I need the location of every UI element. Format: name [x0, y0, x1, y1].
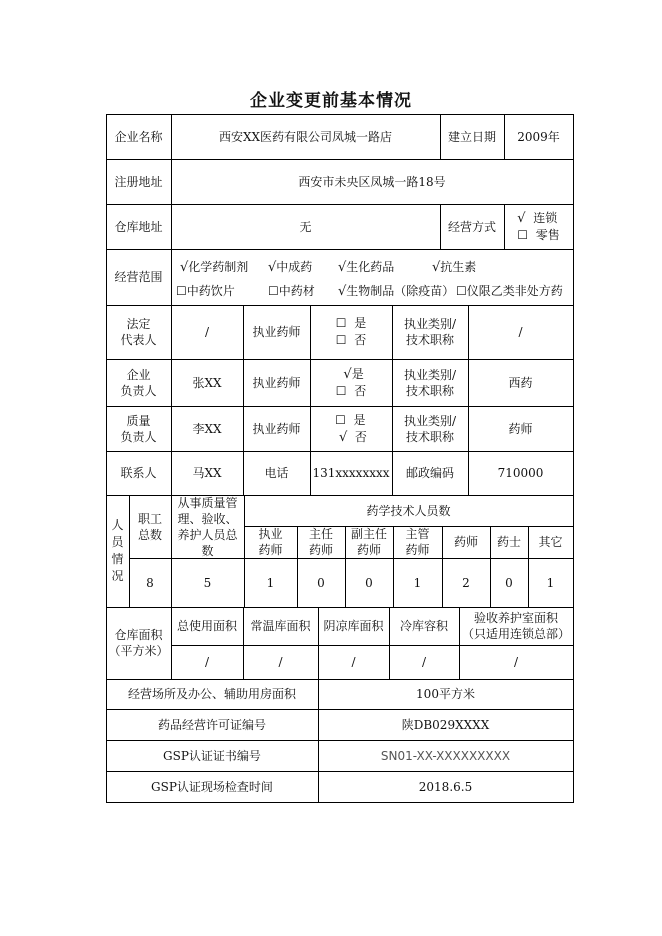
office-area-label: 经营场所及办公、辅助用房面积 — [127, 687, 296, 701]
enterprise-name-label: 企业名称 — [114, 129, 163, 144]
tech-staff-label: 药学技术人员数 — [366, 503, 451, 518]
manager-pharmacist-choice: √是 ☐ 否 — [335, 366, 367, 398]
manager-category-label: 执业类别/ 技术职称 — [403, 367, 457, 398]
staff-value: 0 — [365, 575, 373, 590]
scope-item: 抗生素 — [440, 260, 477, 274]
quality-pharmacist-label: 执业药师 — [252, 421, 301, 436]
enterprise-name: 西安XX医药有限公司凤城一路店 — [218, 129, 393, 144]
contact-label: 联系人 — [120, 466, 157, 480]
storage-header: 冷库容积 — [399, 619, 448, 633]
staff-value: 1 — [546, 575, 555, 590]
check-mark-icon: √ — [343, 366, 352, 382]
quality-manager-name: 李XX — [192, 421, 222, 436]
col-assistant-pharmacist: 药士 — [496, 535, 521, 549]
gsp-inspection-date: 2018.6.5 — [418, 779, 473, 794]
quality-pharmacist-choice: ☐ 是 √ 否 — [335, 412, 367, 445]
check-mark-icon: √ — [338, 260, 347, 275]
staff-value: 0 — [317, 575, 325, 590]
col-supervisor-pharmacist: 主管 药师 — [405, 527, 430, 557]
checkbox-icon: ☐ — [268, 284, 279, 298]
mode-chain: 连锁 — [533, 210, 558, 225]
checkbox-icon: ☐ — [335, 412, 346, 427]
office-area-value: 100平方米 — [416, 687, 475, 701]
establish-date: 2009年 — [517, 129, 560, 144]
staff-section-label: 人 员 情 况 — [111, 518, 124, 583]
legal-rep-pharmacist-choice: ☐ 是 ☐ 否 — [335, 316, 367, 347]
quality-category: 药师 — [508, 421, 533, 436]
establish-date-label: 建立日期 — [447, 129, 496, 144]
legal-rep-name: / — [204, 325, 210, 339]
warehouse-address: 无 — [299, 219, 312, 234]
col-chief-pharmacist: 主任 药师 — [308, 527, 333, 557]
legal-rep-pharmacist-label: 执业药师 — [252, 325, 301, 339]
checkbox-icon: ☐ — [335, 383, 347, 398]
staff-value: 2 — [462, 575, 470, 590]
scope-item: 中药饮片 — [186, 284, 235, 298]
quality-manager-label: 质量 负责人 — [120, 413, 157, 444]
gsp-cert-number: SN01-XX-XXXXXXXXX — [380, 748, 511, 763]
license-number-label: 药品经营许可证编号 — [157, 717, 266, 732]
check-mark-icon: √ — [268, 260, 277, 275]
staff-value: 8 — [146, 575, 154, 590]
legal-rep-label: 法定 代表人 — [120, 317, 157, 347]
staff-total-label: 职工 总数 — [137, 511, 162, 542]
manager-label: 企业 负责人 — [120, 367, 157, 398]
check-mark-icon: √ — [338, 429, 348, 445]
staff-value: 1 — [413, 575, 422, 590]
checkbox-icon: ☐ — [176, 284, 187, 298]
scope-item: 生化药品 — [346, 260, 395, 274]
contact-name: 马XX — [192, 466, 222, 480]
business-scope-label: 经营范围 — [114, 270, 163, 284]
check-mark-icon: √ — [432, 260, 441, 275]
page-title: 企业变更前基本情况 — [250, 91, 412, 111]
check-mark-icon: √ — [338, 284, 347, 299]
checkbox-icon: ☐ — [335, 316, 347, 330]
gsp-cert-label: GSP认证证书编号 — [163, 748, 261, 763]
business-mode-label: 经营方式 — [447, 219, 496, 234]
scope-item: 仪限乙类非处方药 — [466, 284, 563, 298]
registered-address: 西安市未央区凤城一路18号 — [298, 174, 446, 189]
storage-value: / — [278, 655, 283, 669]
storage-header: 阴凉库面积 — [323, 619, 384, 633]
business-mode-options — [504, 204, 573, 249]
phone-label: 电话 — [264, 466, 289, 480]
check-mark-icon: √ — [180, 260, 189, 275]
phone-number: 131xxxxxxxx — [312, 466, 390, 480]
scope-item: 中药材 — [278, 284, 315, 298]
mode-retail: 零售 — [535, 227, 560, 242]
staff-value: 5 — [203, 575, 212, 590]
scope-item: 中成药 — [276, 260, 313, 274]
checkbox-icon: ☐ — [335, 333, 347, 347]
quality-category-label: 执业类别/ 技术职称 — [403, 413, 457, 444]
checkbox-icon: ☐ — [456, 284, 467, 298]
col-deputy-chief-pharmacist: 副主任 药师 — [350, 527, 387, 557]
zip-code: 710000 — [497, 466, 544, 480]
col-other: 其它 — [538, 535, 563, 549]
storage-value: / — [204, 655, 210, 669]
storage-header: 验收养护室面积 （只适用连锁总部） — [461, 611, 570, 641]
col-licensed-pharmacist: 执业 药师 — [258, 527, 283, 557]
manager-name: 张XX — [192, 375, 222, 390]
check-mark-icon: √ — [517, 210, 526, 226]
quality-staff-label: 从事质量管 理、验收、 养护人员总 数 — [177, 495, 238, 558]
legal-rep-category: / — [518, 325, 523, 339]
storage-value: / — [513, 655, 519, 669]
staff-value: 1 — [266, 575, 275, 590]
col-pharmacist: 药师 — [453, 535, 478, 549]
warehouse-address-label: 仓库地址 — [114, 219, 163, 234]
registered-address-label: 注册地址 — [114, 174, 163, 189]
storage-value: / — [421, 655, 427, 669]
zip-label: 邮政编码 — [405, 466, 454, 480]
manager-pharmacist-label: 执业药师 — [252, 375, 301, 390]
storage-value: / — [351, 655, 356, 669]
checkbox-icon: ☐ — [517, 227, 529, 242]
license-number: 陕DB029XXXX — [401, 717, 490, 732]
staff-value: 0 — [505, 575, 513, 590]
legal-rep-category-label: 执业类别/ 技术职称 — [403, 317, 457, 347]
scope-item: 生物制品（除疫苗） — [346, 284, 455, 298]
storage-header: 总使用面积 — [176, 619, 237, 633]
scope-item: 化学药制剂 — [188, 260, 249, 274]
storage-header: 常温库面积 — [250, 619, 311, 633]
manager-category: 西药 — [508, 375, 533, 390]
gsp-inspection-label: GSP认证现场检查时间 — [151, 779, 273, 794]
storage-area-label: 仓库面积 （平方米） — [108, 628, 169, 658]
